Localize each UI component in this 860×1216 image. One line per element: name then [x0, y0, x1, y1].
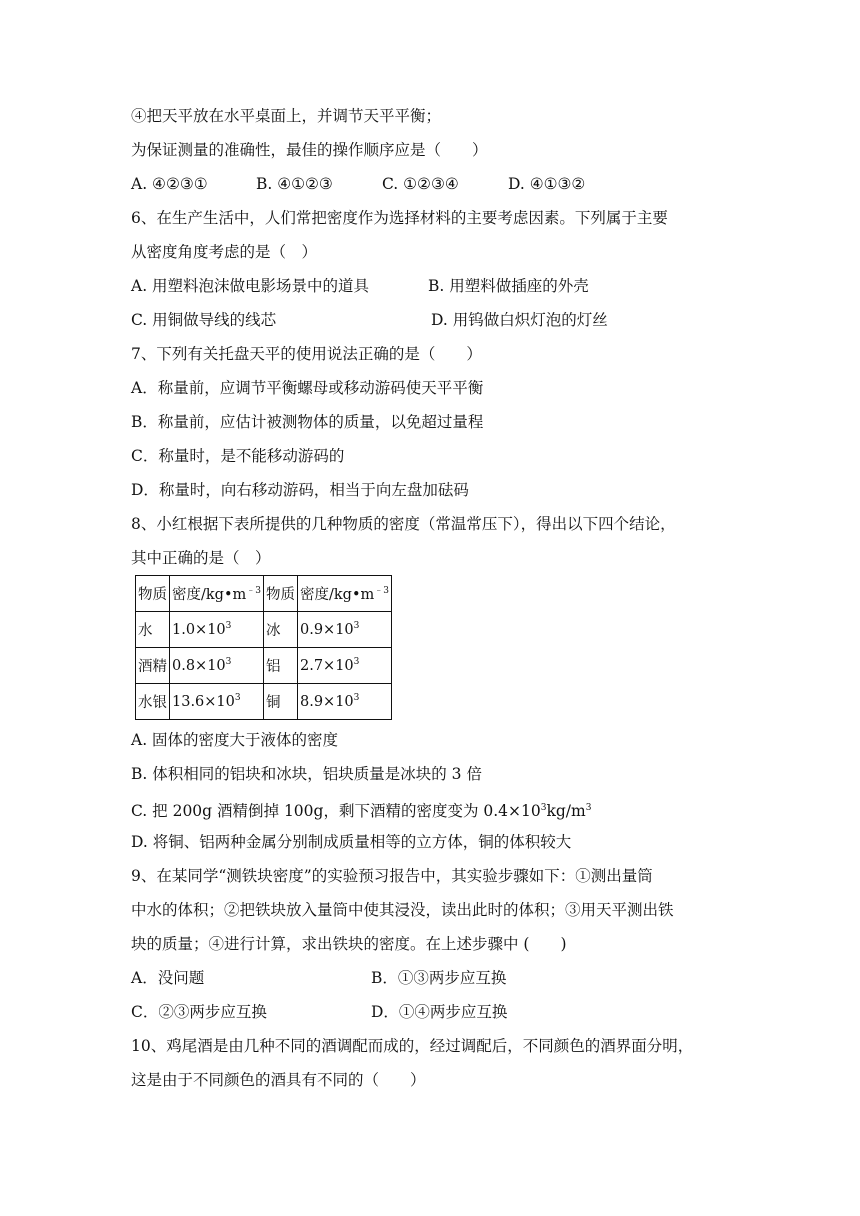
q8-option-d: D. 将铜、铝两种金属分别制成质量相等的立方体，铜的体积较大	[131, 833, 572, 851]
table-row	[136, 684, 392, 720]
q5-option-b: B. ④①②③	[256, 175, 333, 193]
q6-option-d: D. 用钨做白炽灯泡的灯丝	[431, 311, 608, 329]
q7-option-b: B．称量前，应估计被测物体的质量，以免超过量程	[131, 413, 484, 431]
table-cell: 冰	[264, 612, 298, 648]
q9-option-d: D．①④两步应互换	[371, 1003, 508, 1021]
table-cell: $1.0\times 10^3$	[170, 612, 264, 648]
table-row	[136, 612, 392, 648]
q10-stem-line1: 10、鸡尾酒是由几种不同的酒调配而成的，经过调配后，不同颜色的酒界面分明，	[131, 1037, 694, 1055]
q7-option-c: C．称量时，是不能移动游码的	[131, 447, 345, 465]
q5-option-d: D. ④①③②	[508, 175, 586, 193]
q9-stem-line1: 9、在某同学“测铁块密度”的实验预习报告中，其实验步骤如下：①测出量筒	[131, 867, 653, 885]
table-cell: $0.9\times 10^3$	[298, 612, 392, 648]
q5-option-a: A. ④②③①	[131, 175, 208, 193]
table-cell: 铝	[264, 648, 298, 684]
table-cell: $13.6\times 10^3$	[170, 684, 264, 720]
table-header-cell: 密度$/kg•m^{﹣3}$	[298, 576, 392, 612]
table-header-cell: 物质	[264, 576, 298, 612]
q6-option-c: C. 用铜做导线的线芯	[131, 311, 277, 329]
q9-option-b: B．①③两步应互换	[371, 969, 507, 987]
q9-stem-line3: 块的质量；④进行计算，求出铁块的密度。在上述步骤中 ( )	[131, 935, 567, 953]
q5-option-c: C. ①②③④	[382, 175, 459, 193]
q8-option-b: B. 体积相同的铝块和冰块，铝块质量是冰块的 3 倍	[131, 765, 482, 783]
q8-option-c: C. 把 200g 酒精倒掉 100g，剩下酒精的密度变为 $0.4\times 10^3kg/m^3$	[131, 802, 592, 821]
q7-stem: 7、下列有关托盘天平的使用说法正确的是（ ）	[131, 345, 482, 363]
q7-option-d: D．称量时，向右移动游码，相当于向左盘加砝码	[131, 481, 469, 499]
table-cell: 酒精	[136, 648, 170, 684]
q6-stem-line1: 6、在生产生活中，人们常把密度作为选择材料的主要考虑因素。下列属于主要	[131, 209, 668, 227]
q9-option-a: A．没问题	[131, 969, 205, 987]
q5-prompt: 为保证测量的准确性，最佳的操作顺序应是（ ）	[131, 141, 488, 159]
table-cell: 铜	[264, 684, 298, 720]
q6-stem-line2: 从密度角度考虑的是（ ）	[131, 243, 318, 261]
density-table	[135, 575, 392, 720]
q10-stem-line2: 这是由于不同颜色的酒具有不同的（ ）	[131, 1071, 426, 1089]
q7-option-a: A．称量前，应调节平衡螺母或移动游码使天平平衡	[131, 379, 484, 397]
q9-stem-line2: 中水的体积；②把铁块放入量筒中使其浸没，读出此时的体积；③用天平测出铁	[131, 901, 674, 919]
q9-option-c: C．②③两步应互换	[131, 1003, 267, 1021]
q8-stem-line2: 其中正确的是（ ）	[131, 549, 271, 567]
table-header-row	[136, 576, 392, 612]
table-cell: 水银	[136, 684, 170, 720]
table-cell: 水	[136, 612, 170, 648]
table-header-cell: 密度$/kg•m^{﹣3}$	[170, 576, 264, 612]
q6-option-a: A. 用塑料泡沫做电影场景中的道具	[131, 277, 370, 295]
table-header-cell: 物质	[136, 576, 170, 612]
q8-stem-line1: 8、小红根据下表所提供的几种物质的密度（常温常压下），得出以下四个结论，	[131, 515, 676, 533]
table-cell: $2.7\times 10^3$	[298, 648, 392, 684]
table-row	[136, 648, 392, 684]
q8-option-a: A. 固体的密度大于液体的密度	[131, 731, 339, 749]
q6-option-b: B. 用塑料做插座的外壳	[428, 277, 589, 295]
table-cell: $0.8\times 10^3$	[170, 648, 264, 684]
q5-step4: ④把天平放在水平桌面上，并调节天平平衡；	[131, 107, 442, 125]
table-cell: $8.9\times 10^3$	[298, 684, 392, 720]
